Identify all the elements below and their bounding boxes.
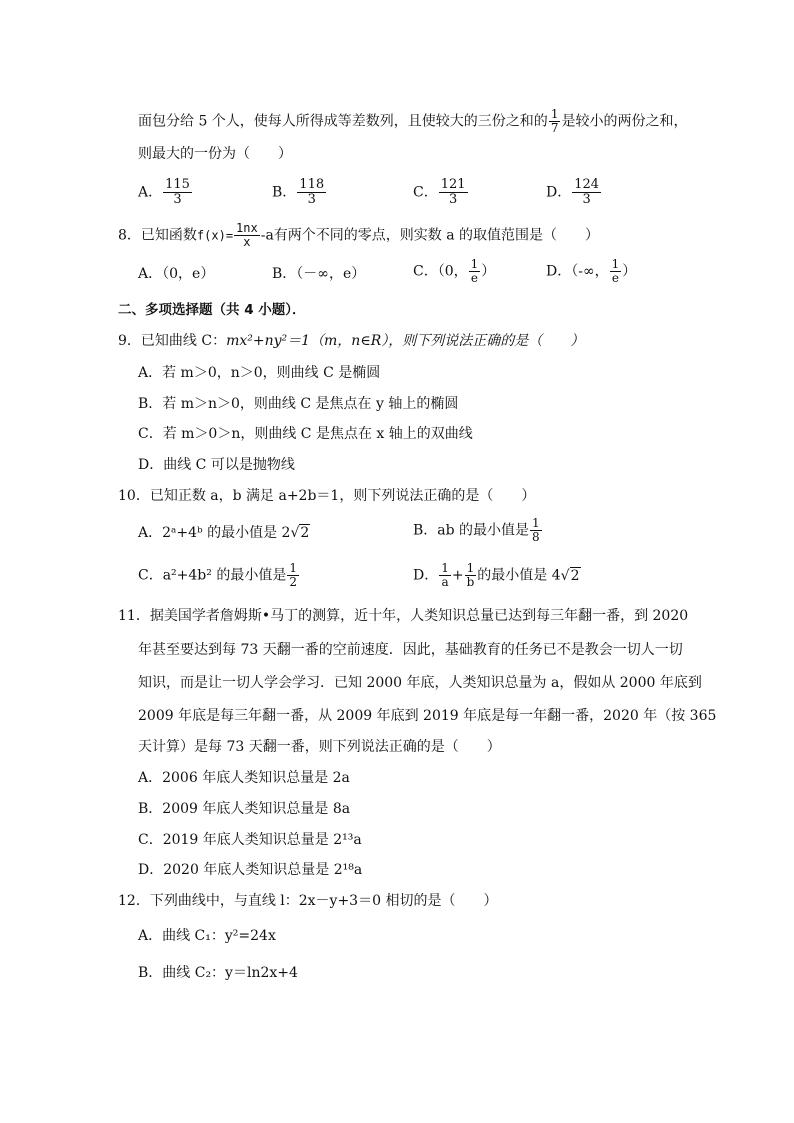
q9-option-c: C．若 m＞0＞n，则曲线 C 是焦点在 x 轴上的双曲线 [138,426,473,442]
q7-frac-num: 1 [550,107,559,121]
frac-den: 3 [582,192,591,207]
q8-suffix: 有两个不同的零点，则实数 a 的取值范围是（ ） [273,227,600,244]
option-label: B． [272,184,297,201]
q10-option-b [413,517,543,544]
option-label: A． [138,266,163,282]
q7-line2: 则最大的一份为（ ） [138,146,292,162]
q7-option-b [272,178,327,207]
q7-fraction [549,108,561,135]
option-label: D． [546,184,572,201]
option-text: C．a²+4b² 的最小值是 [138,567,287,584]
q9-option-b: B．若 m＞n＞0，则曲线 C 是焦点在 y 轴上的椭圆 [138,396,459,412]
q7-option-c [413,178,469,207]
q9-option-a: A．若 m＞0，n＞0，则曲线 C 是椭圆 [138,365,381,381]
frac-den: 3 [173,192,182,207]
frac-num: 1 [470,257,479,271]
frac-num: 1 [441,561,449,575]
option-fraction [287,562,299,589]
q12-option-a: A．曲线 C₁：y²=24x [138,928,276,944]
q9-stem-a: 9．已知曲线 C： [118,333,227,349]
option-fraction [297,178,326,207]
frac-num: 124 [574,177,600,192]
q10-option-d [413,562,581,589]
q11-line: 天计算）是每 73 天翻一番，则下列说法正确的是（ ） [138,739,501,755]
q8-option-c [413,258,495,285]
q8-fraction [234,222,260,249]
frac-num: 115 [165,177,190,192]
option-fraction [572,178,601,207]
option-fraction [610,258,622,285]
section-heading: 二、多项选择题（共 4 小题）． [118,302,306,318]
sqrt-symbol: √2 [290,525,310,541]
frac-den: e [611,271,620,285]
q11-option-c: C．2019 年底人类知识总量是 2¹³a [138,832,362,848]
q8-stem [118,222,599,249]
q11-option-a: A．2006 年底人类知识总量是 2a [138,770,350,786]
q11-line: 知识，而是让一切人学会学习．已知 2000 年底，人类知识总量为 a，假如从 2000 年底到 [138,675,702,691]
q7-frac-den: 7 [550,121,559,135]
frac-den: 3 [307,192,316,207]
radicand: 2 [300,525,310,541]
option-fraction [465,562,477,589]
q7-text-b: 是较小的两份之和， [561,113,688,130]
frac-num: 1 [465,562,477,576]
frac-den: a [441,575,449,589]
frac-num: 1 [289,561,297,575]
option-post: ） [481,263,496,280]
q10-option-c [138,562,300,589]
option-text: （－∞，e） [296,266,366,282]
frac-num: 118 [299,177,325,192]
q11-line: 11．据美国学者詹姆斯•马丁的测算，近十年，人类知识总量已达到每三年翻一番，到 2020 [118,608,689,624]
option-fraction [439,178,468,207]
q7-option-d [546,178,602,207]
q8-fx: f(x)= [196,228,234,243]
option-fraction [530,517,542,544]
radicand: 2 [570,567,580,584]
q8-option-a [138,264,214,284]
frac-den: 8 [532,530,540,544]
q11-option-b: B．2009 年底人类知识总量是 8a [138,801,351,817]
option-label: D． [546,263,572,280]
option-label: C． [413,184,438,201]
q8-option-d [546,258,636,285]
option-text: B．ab 的最小值是 [413,522,530,539]
q11-option-d: D．2020 年底人类知识总量是 2¹⁸a [138,862,363,878]
option-label: C． [413,263,438,280]
q10-stem: 10．已知正数 a，b 满足 a+2b＝1，则下列说法正确的是（ ） [118,488,536,504]
option-label: D． [413,567,439,584]
q8-after-frac: -a [260,227,274,244]
q9-option-d: D．曲线 C 可以是抛物线 [138,457,295,473]
q8-prefix: 8．已知函数 [118,227,197,244]
sqrt-symbol: √2 [560,567,580,584]
option-pre: （-∞， [571,263,609,280]
q8-option-b [272,264,365,284]
frac-den: x [243,235,251,249]
plus-sign: + [451,567,464,584]
frac-num: 1 [532,516,540,530]
option-label: A． [138,184,163,201]
q11-line: 2009 年底是每三年翻一番，从 2009 年底到 2019 年底是每一年翻一番，2020 年（按 365 [138,708,717,724]
frac-num: 1nx [236,221,258,235]
option-fraction [469,258,481,285]
frac-num: 121 [440,177,466,192]
option-fraction [439,562,451,589]
q7-option-a [138,178,193,207]
option-post: ） [622,263,637,280]
option-text: A．2ᵃ+4ᵇ 的最小值是 2 [138,525,291,541]
frac-den: 2 [289,575,297,589]
option-label: B． [272,266,297,282]
q9-stem-eq: mx²+ny²＝1（m，n∈R），则下列说法正确的是（ ） [226,333,585,349]
frac-den: b [466,575,475,589]
frac-num: 1 [611,257,620,271]
q11-line: 年甚至要达到每 73 天翻一番的空前速度．因此，基础教育的任务已不是教会一切人一切 [138,642,683,658]
q10-option-a [138,523,310,543]
q12-option-b: B．曲线 C₂：y＝ln2x+4 [138,965,298,981]
option-fraction [163,178,192,207]
frac-den: e [470,271,479,285]
frac-den: 3 [448,192,458,207]
option-text: 的最小值是 4 [477,567,561,584]
q7-line1 [138,108,687,135]
q12-stem: 12．下列曲线中，与直线 l：2x－y+3＝0 相切的是（ ） [118,893,498,909]
option-pre: （0， [437,263,468,280]
option-text: （0，e） [162,266,215,282]
q7-text-a: 面包分给 5 个人，使每人所得成等差数列，且使较大的三份之和的 [138,113,548,130]
q9-stem [118,331,584,351]
